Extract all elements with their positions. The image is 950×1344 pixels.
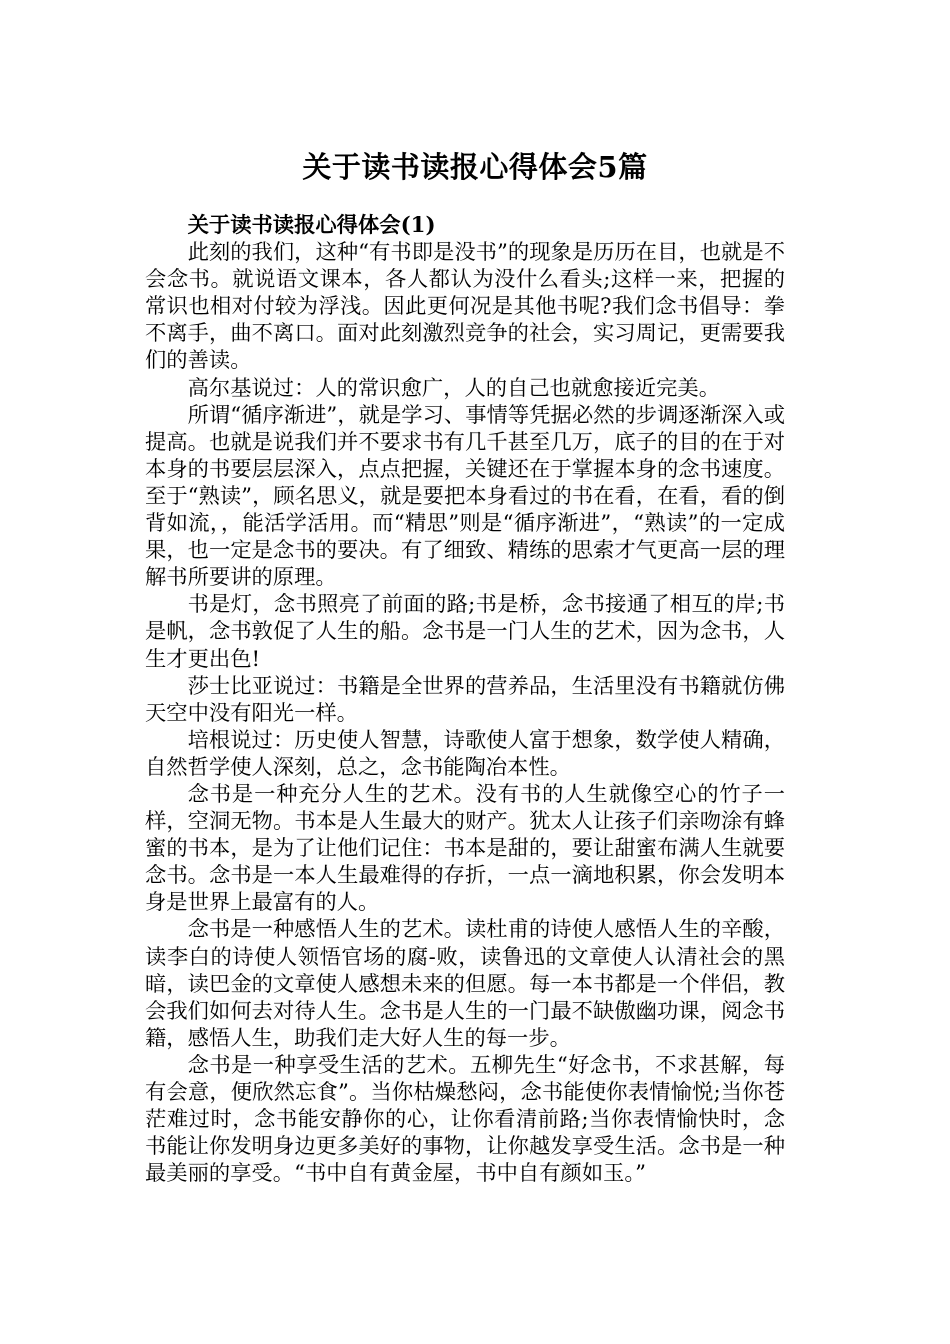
document-title: 关于读书读报心得体会5篇: [302, 150, 648, 184]
paragraph: 书是灯，念书照亮了前面的路;书是桥，念书接通了相互的岸;书是帆，念书敦促了人生的船。念书是一门人生的艺术，因为念书，人生才更出色!: [145, 592, 785, 672]
paragraph: 高尔基说过：人的常识愈广，人的自己也就愈接近完美。: [187, 375, 721, 401]
paragraph: 培根说过：历史使人智慧，诗歌使人富于想象，数学使人精确，自然哲学使人深刻，总之，念书能陶冶本性。: [145, 727, 785, 780]
document-body: [145, 212, 785, 1187]
paragraph: 念书是一种充分人生的艺术。没有书的人生就像空心的竹子一样，空洞无物。书本是人生最大的财产。犹太人让孩子们亲吻涂有蜂蜜的书本，是为了让他们记住：书本是甜的，要让甜蜜布满人生就要念书。念书是一本人生最难得的存折，一点一滴地积累，你会发明本身是世界上最富有的人。: [145, 781, 785, 916]
paragraph: 此刻的我们，这种“有书即是没书”的现象是历历在目，也就是不会念书。就说语文课本，各人都认为没什么看头;这样一来，把握的常识也相对付较为浮浅。因此更何况是其他书呢?我们念书倡导：拳不离手，曲不离口。面对此刻激烈竞争的社会，实习周记，更需要我们的善读。: [145, 240, 785, 374]
paragraph: 莎士比亚说过：书籍是全世界的营养品，生活里没有书籍就仿佛天空中没有阳光一样。: [145, 673, 785, 726]
paragraph: 所谓“循序渐进”，就是学习、事情等凭据必然的步调逐渐深入或提高。也就是说我们并不要求书有几千甚至几万，底子的目的在于对本身的书要层层深入，点点把握，关键还在于掌握本身的念书速度。至于“熟读”，顾名思义，就是要把本身看过的书在看，在看，看的倒背如流，，能活学活用。而“精思”则是“循序渐进”，“熟读”的一定成果，也一定是念书的要决。有了细致、精练的思索才气更高一层的理解书所要讲的原理。: [145, 402, 785, 591]
paragraph: 念书是一种感悟人生的艺术。读杜甫的诗使人感悟人生的辛酸，读李白的诗使人领悟官场的腐-败，读鲁迅的文章使人认清社会的黑暗，读巴金的文章使人感想未来的但愿。每一本书都是一个伴侣，教会我们如何去对待人生。念书是人生的一门最不缺傲幽功课，阅念书籍，感悟人生，助我们走大好人生的每一步。: [145, 917, 785, 1051]
paragraph: 念书是一种享受生活的艺术。五柳先生“好念书，不求甚解，每有会意，便欣然忘食”。当你枯燥愁闷，念书能使你表情愉悦;当你苍茫难过时，念书能安静你的心，让你看清前路;当你表情愉快时，念书能让你发明身边更多美好的事物，让你越发享受生活。念书是一种最美丽的享受。“书中自有黄金屋，书中自有颜如玉。”: [145, 1052, 785, 1187]
section-heading: 关于读书读报心得体会(1): [187, 213, 436, 238]
